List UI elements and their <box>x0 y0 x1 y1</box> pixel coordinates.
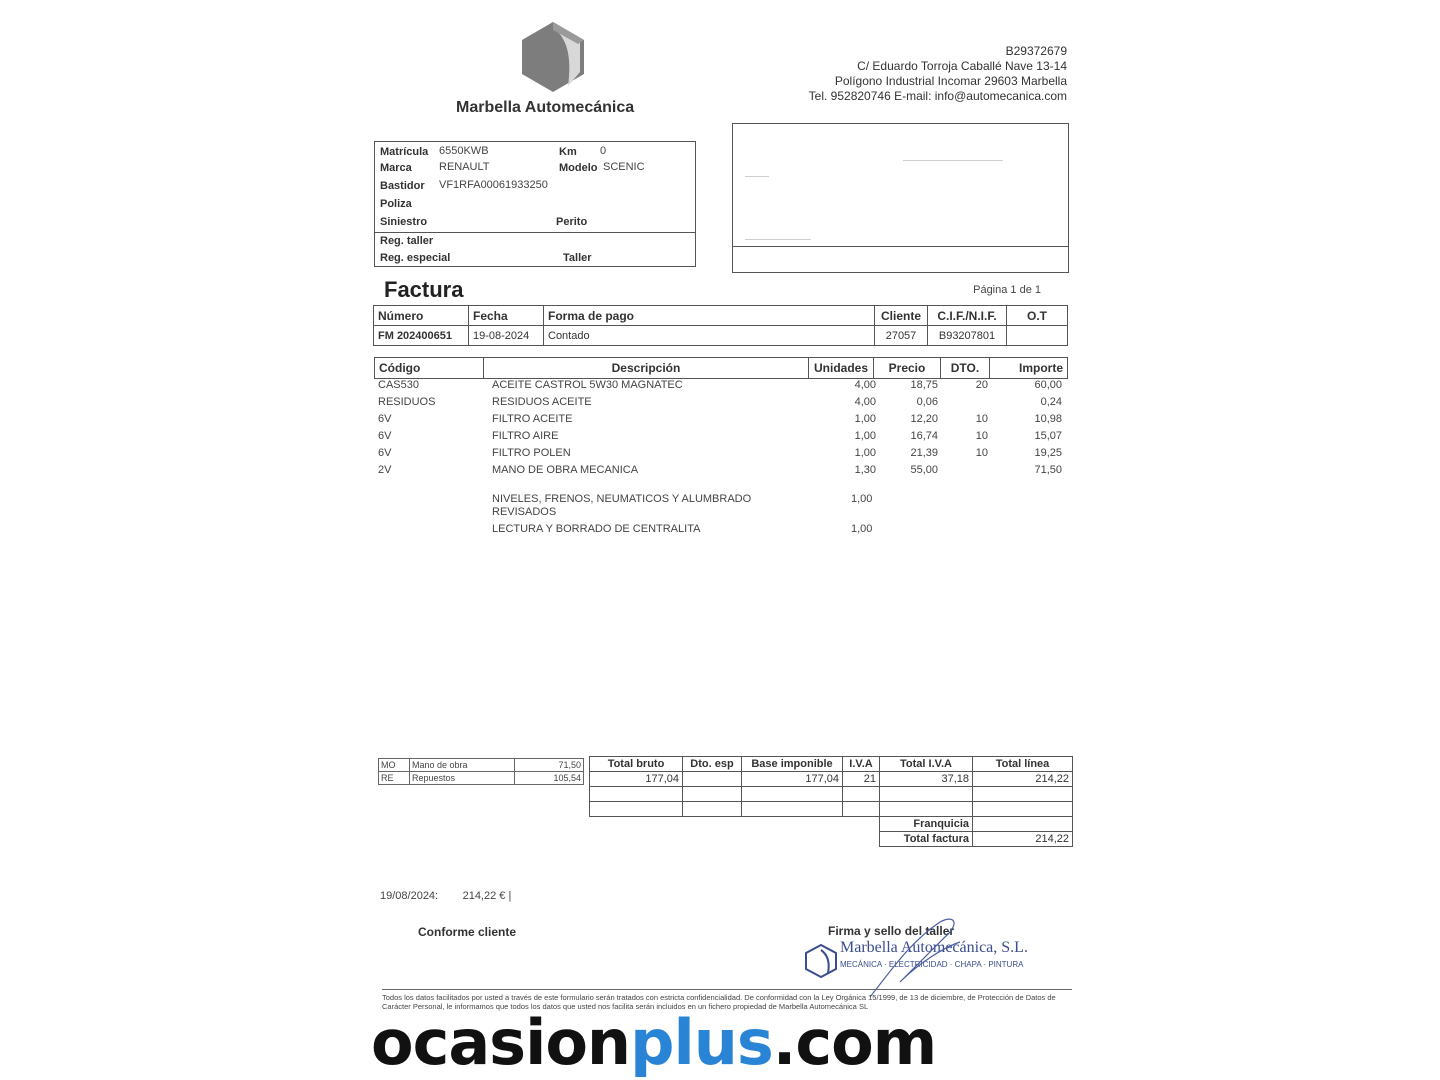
company-contact: Tel. 952820746 E-mail: info@automecanica.com <box>808 89 1067 103</box>
totals-header-dto: Dto. esp <box>683 757 742 772</box>
taller-label: Taller <box>563 252 592 264</box>
redacted-text <box>745 176 769 177</box>
legal-notice: Todos los datos facilitados por usted a través de este formulario serán tratados con estricta confidencialidad. De conformidad con la Ley Orgánica 15/1999, de 13 de diciembre, de Protección de Datos de Carácter Personal, le informamos que todos los datos que usted nos facilita serán incluidos en un fichero propiedad de Marbella Automecánica SL <box>382 989 1072 1011</box>
item-price: 55,00 <box>910 464 938 476</box>
item-discount: 10 <box>975 413 988 425</box>
redacted-text <box>745 239 811 240</box>
client-signature-label: Conforme cliente <box>418 925 517 939</box>
col-unidades: Unidades <box>809 358 874 379</box>
item-amount: 60,00 <box>1034 379 1062 391</box>
invoice-document <box>370 14 1075 1080</box>
company-cif: B29372679 <box>1005 44 1067 58</box>
item-description: FILTRO POLEN <box>492 447 571 459</box>
totals-header-bruto: Total bruto <box>590 757 683 772</box>
item-price: 16,74 <box>910 430 938 442</box>
payment-method: Contado <box>544 326 875 346</box>
item-price: 0,06 <box>916 396 938 408</box>
item-description: FILTRO AIRE <box>492 430 559 442</box>
summary-label: Mano de obra <box>410 759 515 772</box>
item-code: RESIDUOS <box>378 396 436 408</box>
note-text: NIVELES, FRENOS, NEUMATICOS Y ALUMBRADO REVISADOS <box>492 493 752 518</box>
col-precio: Precio <box>874 358 941 379</box>
items-header <box>374 357 1068 379</box>
redacted-text <box>903 160 1003 161</box>
table-row <box>374 447 1068 464</box>
item-amount: 10,98 <box>1034 413 1062 425</box>
item-units: 1,30 <box>854 464 876 476</box>
header-ot: O.T <box>1007 306 1068 326</box>
customer-address-box <box>732 123 1069 273</box>
franquicia-label: Franquicia <box>880 817 973 832</box>
table-row <box>379 772 584 785</box>
item-discount: 10 <box>975 430 988 442</box>
item-code: 6V <box>378 430 392 442</box>
invoice-header-table <box>373 305 1068 346</box>
company-logo <box>518 20 588 94</box>
invoice-number: FM 202400651 <box>374 326 469 346</box>
perito-label: Perito <box>556 216 588 228</box>
summary-code: RE <box>379 772 410 785</box>
iva-rate: 21 <box>843 772 880 787</box>
km-label: Km <box>559 146 577 158</box>
header-cliente: Cliente <box>875 306 928 326</box>
summary-value: 71,50 <box>515 759 584 772</box>
col-descripcion: Descripción <box>484 358 809 379</box>
item-price: 12,20 <box>910 413 938 425</box>
dto-esp <box>683 772 742 787</box>
item-amount: 19,25 <box>1034 447 1062 459</box>
item-code: 2V <box>378 464 392 476</box>
totals-header-iva: I.V.A <box>843 757 880 772</box>
divider <box>733 246 1068 247</box>
item-amount: 71,50 <box>1034 464 1062 476</box>
item-description: MANO DE OBRA MECANICA <box>492 464 639 476</box>
item-description: FILTRO ACEITE <box>492 413 573 425</box>
stamp-subtitle: MECÁNICA · ELECTRICIDAD · CHAPA · PINTURA <box>840 960 1024 969</box>
client-cif: B93207801 <box>928 326 1007 346</box>
total-factura-label: Total factura <box>880 832 973 847</box>
item-units: 4,00 <box>854 379 876 391</box>
item-discount: 20 <box>975 379 988 391</box>
col-codigo: Código <box>375 358 484 379</box>
matricula-label: Matrícula <box>380 146 429 158</box>
totals-header-total-iva: Total I.V.A <box>880 757 973 772</box>
item-units: 1,00 <box>854 447 876 459</box>
matricula-value: 6550KWB <box>439 145 489 157</box>
ocasionplus-watermark <box>371 1006 936 1079</box>
modelo-label: Modelo <box>559 162 598 174</box>
header-numero: Número <box>374 306 469 326</box>
item-units: 1,00 <box>854 413 876 425</box>
payment-date: 19/08/2024: <box>380 890 439 902</box>
marca-label: Marca <box>380 162 412 174</box>
summary-code: MO <box>379 759 410 772</box>
header-forma-pago: Forma de pago <box>544 306 875 326</box>
item-code: 6V <box>378 413 392 425</box>
km-value: 0 <box>600 145 607 157</box>
item-units: 1,00 <box>854 430 876 442</box>
vehicle-box <box>374 141 696 267</box>
reg-taller-label: Reg. taller <box>380 235 434 247</box>
company-info <box>809 44 1067 104</box>
marca-value: RENAULT <box>439 161 490 173</box>
item-amount: 0,24 <box>1040 396 1062 408</box>
bastidor-value: VF1RFA00061933250 <box>439 179 548 191</box>
item-amount: 15,07 <box>1034 430 1062 442</box>
note-text: LECTURA Y BORRADO DE CENTRALITA <box>492 523 701 535</box>
watermark-part2: plus <box>630 1006 773 1079</box>
table-row <box>374 413 1068 430</box>
modelo-value: SCENIC <box>603 161 645 173</box>
item-code: 6V <box>378 447 392 459</box>
base-imponible: 177,04 <box>742 772 843 787</box>
watermark-part3: .com <box>772 1006 937 1079</box>
payment-amount: 214,22 € | <box>462 890 512 902</box>
table-row <box>374 396 1068 413</box>
summary-label: Repuestos <box>410 772 515 785</box>
summary-value: 105,54 <box>515 772 584 785</box>
total-linea: 214,22 <box>973 772 1073 787</box>
item-discount: 10 <box>975 447 988 459</box>
col-dto: DTO. <box>941 358 990 379</box>
table-row <box>374 464 1068 481</box>
note-units: 1,00 <box>851 523 873 535</box>
item-description: ACEITE CASTROL 5W30 MAGNATEC <box>492 379 683 391</box>
payment-line <box>380 890 511 902</box>
table-row <box>379 759 584 772</box>
header-fecha: Fecha <box>469 306 544 326</box>
note-units: 1,00 <box>851 493 873 505</box>
total-iva: 37,18 <box>880 772 973 787</box>
company-city: Polígono Industrial Incomar 29603 Marbella <box>834 74 1067 88</box>
watermark-part1: ocasion <box>371 1006 631 1079</box>
item-price: 18,75 <box>910 379 938 391</box>
header-cif: C.I.F./N.I.F. <box>928 306 1007 326</box>
divider <box>375 232 695 233</box>
bastidor-label: Bastidor <box>380 180 425 192</box>
item-price: 21,39 <box>910 447 938 459</box>
item-units: 4,00 <box>854 396 876 408</box>
total-bruto: 177,04 <box>590 772 683 787</box>
workshop-signature-label: Firma y sello del taller <box>828 924 955 938</box>
reg-especial-label: Reg. especial <box>380 252 451 264</box>
summary-table <box>378 758 584 785</box>
page-number: Página 1 de 1 <box>973 284 1041 296</box>
total-factura: 214,22 <box>973 832 1073 847</box>
stamp-logo-icon <box>804 943 838 979</box>
totals-header-base: Base imponible <box>742 757 843 772</box>
invoice-title: Factura <box>384 277 464 302</box>
totals-table <box>589 756 1073 847</box>
invoice-date: 19-08-2024 <box>469 326 544 346</box>
totals-header-total-linea: Total línea <box>973 757 1073 772</box>
stamp-company-name: Marbella Automecánica, S.L. <box>840 939 1028 956</box>
table-row <box>374 430 1068 447</box>
col-importe: Importe <box>990 358 1068 379</box>
items-list <box>374 379 1068 481</box>
client-number: 27057 <box>875 326 928 346</box>
company-name: Marbella Automecánica <box>456 99 635 116</box>
item-code: CAS530 <box>378 379 419 391</box>
poliza-label: Poliza <box>380 198 412 210</box>
ot-value <box>1007 326 1068 346</box>
table-row <box>374 379 1068 396</box>
company-address: C/ Eduardo Torroja Caballé Nave 13-14 <box>857 59 1067 73</box>
item-description: RESIDUOS ACEITE <box>492 396 592 408</box>
siniestro-label: Siniestro <box>380 216 428 228</box>
